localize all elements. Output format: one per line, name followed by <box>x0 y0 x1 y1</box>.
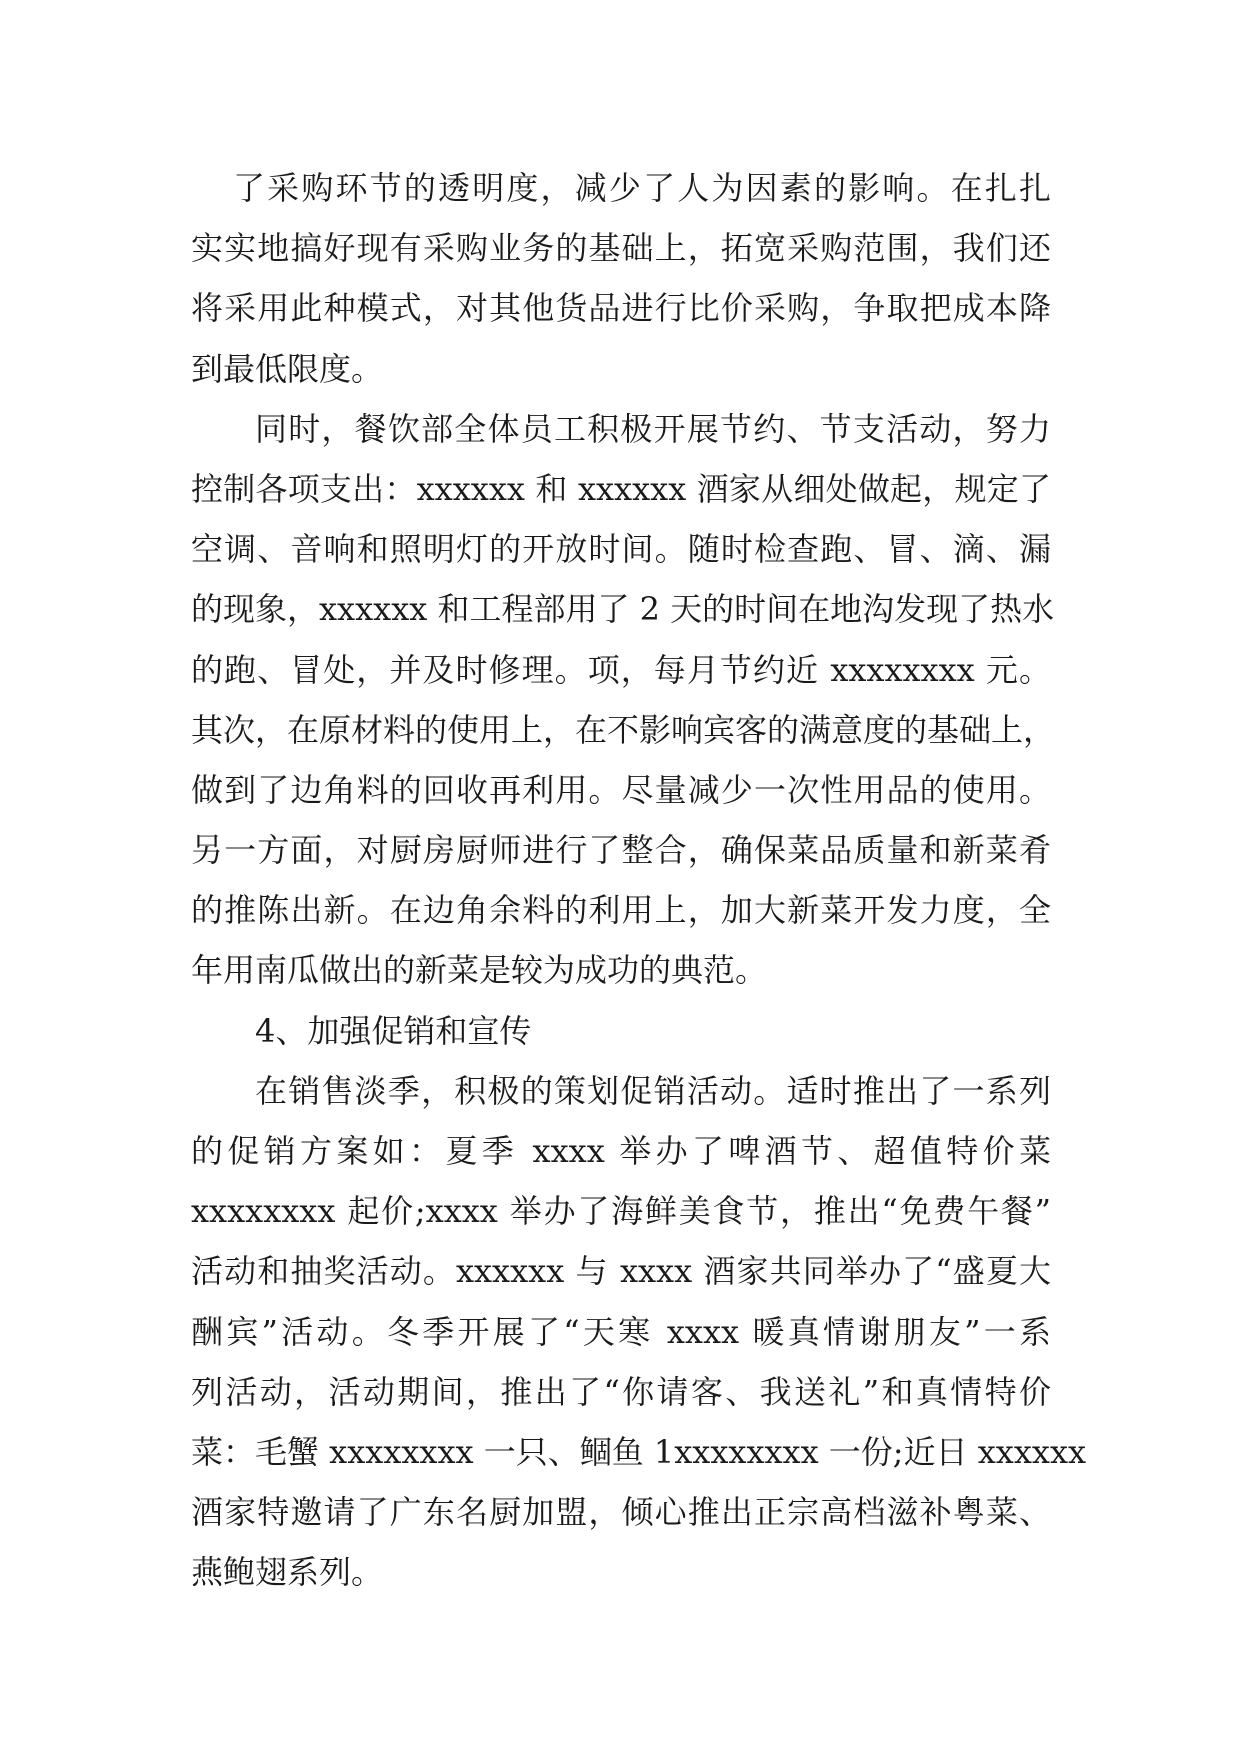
paragraph-start-line: 同时，餐饮部全体员工积极开展节约、节支活动，努力 <box>255 409 1051 448</box>
text-line: 菜：毛蟹 xxxxxxxx 一只、鲴鱼 1xxxxxxxx 一份;近日 xxxxxx <box>191 1432 1087 1471</box>
text-line: 的促销方案如：夏季 xxxx 举办了啤酒节、超值特价菜 <box>191 1132 1051 1170</box>
text-line: 燕鲍翅系列。 <box>191 1553 384 1592</box>
text-line: 年用南瓜做出的新菜是较为成功的典范。 <box>191 951 768 990</box>
text-line: 实实地搞好现有采购业务的基础上，拓宽采购范围，我们还 <box>191 229 1051 268</box>
document-body <box>191 158 1087 1603</box>
text-line: 空调、音响和照明灯的开放时间。随时检查跑、冒、滴、漏 <box>191 530 1051 569</box>
section-heading: 4、加强促销和宣传 <box>255 1011 532 1050</box>
text-line: 活动和抽奖活动。xxxxxx 与 xxxx 酒家共同举办了“盛夏大 <box>191 1252 1051 1291</box>
text-line: 到最低限度。 <box>191 349 384 388</box>
paragraph-start-line: 在销售淡季，积极的策划促销活动。适时推出了一系列 <box>255 1071 1051 1110</box>
text-line: 的现象，xxxxxx 和工程部用了 2 天的时间在地沟发现了热水 <box>191 590 1055 629</box>
text-line: 另一方面，对厨房厨师进行了整合，确保菜品质量和新菜肴 <box>191 831 1051 870</box>
text-line: 的推陈出新。在边角余料的利用上，加大新菜开发力度，全 <box>191 891 1051 930</box>
text-line: xxxxxxxx 起价;xxxx 举办了海鲜美食节，推出“免费午餐” <box>191 1192 1051 1231</box>
text-line: 酒家特邀请了广东名厨加盟，倾心推出正宗高档滋补粤菜、 <box>191 1493 1051 1532</box>
text-line: 酬宾”活动。冬季开展了“天寒 xxxx 暖真情谢朋友”一系 <box>191 1312 1051 1351</box>
text-line: 列活动，活动期间，推出了“你请客、我送礼”和真情特价 <box>191 1372 1051 1411</box>
text-line: 其次，在原材料的使用上，在不影响宾客的满意度的基础上， <box>191 710 1056 749</box>
text-line: 控制各项支出：xxxxxx 和 xxxxxx 酒家从细处做起，规定了 <box>191 469 1051 508</box>
text-line: 了采购环节的透明度，减少了人为因素的影响。在扎扎 <box>233 169 1051 207</box>
text-line: 的跑、冒处，并及时修理。项，每月节约近 xxxxxxxx 元。 <box>191 650 1051 689</box>
text-line: 做到了边角料的回收再利用。尽量减少一次性用品的使用。 <box>191 770 1051 809</box>
text-line: 将采用此种模式，对其他货品进行比价采购，争取把成本降 <box>191 289 1051 328</box>
